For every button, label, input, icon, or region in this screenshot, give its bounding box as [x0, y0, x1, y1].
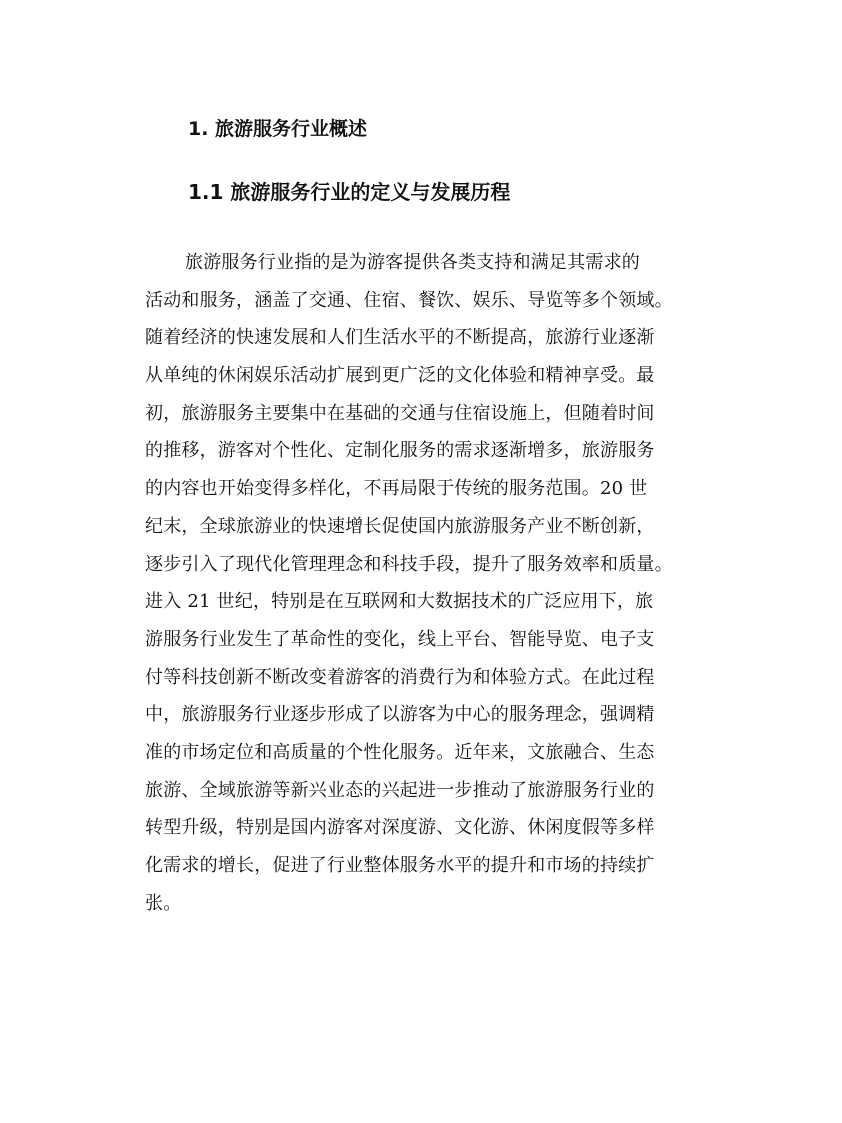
paragraph-line: 张。	[145, 892, 182, 914]
paragraph-line: 化需求的增长，促进了行业整体服务水平的提升和市场的持续扩	[145, 855, 655, 876]
paragraph-line: 游服务行业发生了革命性的变化，线上平台、智能导览、电子支	[145, 628, 655, 650]
paragraph-line: 转型升级，特别是国内游客对深度游、文化游、休闲度假等多样	[145, 817, 655, 839]
section-heading: 1. 旅游服务行业概述	[188, 118, 368, 140]
paragraph-line: 旅游服务行业指的是为游客提供各类支持和满足其需求的	[185, 252, 640, 273]
paragraph-line: 随着经济的快速发展和人们生活水平的不断提高，旅游行业逐渐	[145, 327, 655, 349]
paragraph-line: 从单纯的休闲娱乐活动扩展到更广泛的文化体验和精神享受。最	[145, 365, 655, 387]
paragraph-line: 逐步引入了现代化管理理念和科技手段，提升了服务效率和质量。	[145, 553, 673, 575]
subsection-heading: 1.1 旅游服务行业的定义与发展历程	[188, 180, 511, 204]
paragraph-line: 的推移，游客对个性化、定制化服务的需求逐渐增多，旅游服务	[145, 440, 655, 462]
paragraph-line: 付等科技创新不断改变着游客的消费行为和体验方式。在此过程	[145, 666, 655, 688]
paragraph-line: 初，旅游服务主要集中在基础的交通与住宿设施上，但随着时间	[145, 402, 655, 424]
paragraph-line: 旅游、全域旅游等新兴业态的兴起进一步推动了旅游服务行业的	[145, 779, 655, 801]
paragraph-line: 进入 21 世纪，特别是在互联网和大数据技术的广泛应用下，旅	[145, 591, 654, 613]
paragraph-line: 活动和服务，涵盖了交通、住宿、餐饮、娱乐、导览等多个领域。	[145, 289, 673, 311]
paragraph-line: 中，旅游服务行业逐步形成了以游客为中心的服务理念，强调精	[145, 704, 655, 726]
paragraph-line: 纪末，全球旅游业的快速增长促使国内旅游服务产业不断创新，	[145, 515, 655, 537]
paragraph-line: 的内容也开始变得多样化，不再局限于传统的服务范围。20 世	[145, 478, 648, 500]
paragraph-line: 准的市场定位和高质量的个性化服务。近年来，文旅融合、生态	[145, 741, 655, 763]
body-paragraph	[145, 244, 715, 922]
